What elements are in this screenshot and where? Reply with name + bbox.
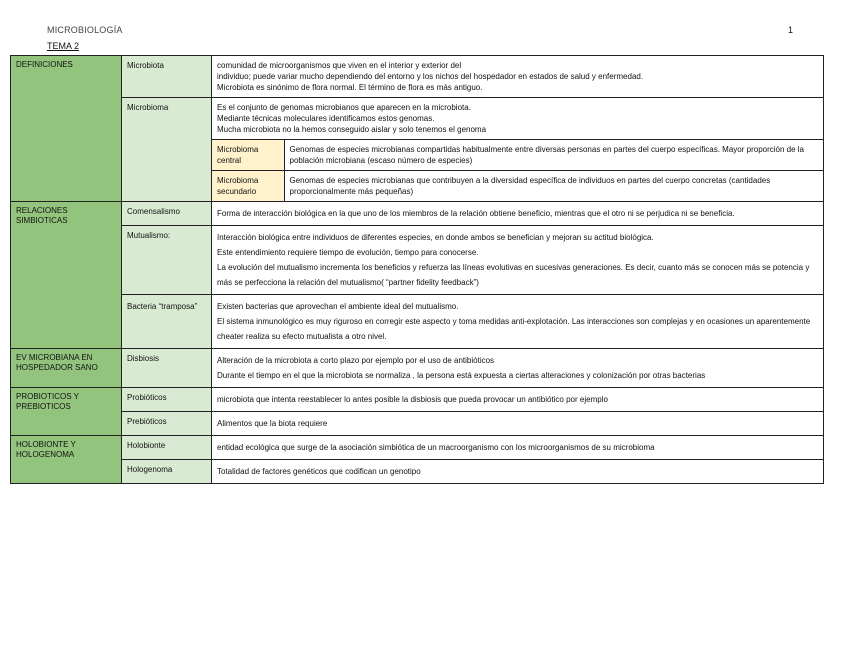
table-row <box>11 226 824 295</box>
table-row <box>11 349 824 388</box>
definition-line: El sistema inmunológico es muy riguroso en corregir este aspecto y toma medidas anti-explotación. Las interacciones son complejas y en ocasiones un aparentemente cheater realiza su efecto mutualista a otro nivel. <box>217 317 811 341</box>
definition-line: Interacción biológica entre individuos de diferentes especies, en donde ambos se benefician y mejoran su actitud biológica. <box>217 233 654 242</box>
table-row <box>212 98 823 140</box>
category-holobionte: HOLOBIONTE Y HOLOGENOMA <box>11 436 122 484</box>
definition-line: individuo; puede variar mucho dependiendo del entorno y los nichos del hospedador en estados de salud y enfermedad. <box>217 72 644 81</box>
definition-prebioticos: Alimentos que la biota requiere <box>212 412 824 436</box>
category-probioticos: PROBIOTICOS Y PREBIOTICOS <box>11 388 122 436</box>
term-microbioma-central: Microbioma central <box>212 140 284 171</box>
category-relaciones: RELACIONES SIMBIOTICAS <box>11 202 122 349</box>
term-disbiosis: Disbiosis <box>122 349 212 388</box>
term-probioticos: Probióticos <box>122 388 212 412</box>
definition-line: Este entendimiento requiere tiempo de evolución, tiempo para conocerse. <box>217 248 479 257</box>
term-mutualismo: Mutualismo: <box>122 226 212 295</box>
microbioma-description <box>212 98 823 140</box>
term-microbioma-secundario: Microbioma secundario <box>212 171 284 202</box>
definition-microbiota <box>212 56 824 98</box>
tema-label: TEMA 2 <box>47 41 80 51</box>
term-prebioticos: Prebióticos <box>122 412 212 436</box>
definition-line: Es el conjunto de genomas microbianos que aparecen en la microbiota. <box>217 103 471 112</box>
category-ev-microbiana: EV MICROBIANA EN HOSPEDADOR SANO <box>11 349 122 388</box>
definition-comensalismo: Forma de interacción biológica en la que uno de los miembros de la relación obtiene beneficio, mientras que el otro ni se perjudica ni se beneficia. <box>212 202 824 226</box>
table-row <box>11 388 824 412</box>
definition-line: comunidad de microorganismos que viven en el interior y exterior del <box>217 61 462 70</box>
definition-line: La evolución del mutualismo incrementa los beneficios y refuerza las líneas evolutivas en sucesivas generaciones. Es decir, cuanto más se conocen más se potencia y más se perfecciona la relación del mutualismo( “partner fidelity feedback”) <box>217 263 810 287</box>
term-hologenoma: Hologenoma <box>122 460 212 484</box>
definition-microbioma-secundario: Genomas de especies microbianas que contribuyen a la diversidad específica de individuos en partes del cuerpo concretas (cantidades proporcionalmente más pequeñas) <box>284 171 823 202</box>
microbioma-subtable <box>212 98 823 201</box>
definition-bacteria-tramposa <box>212 295 824 349</box>
definition-microbioma-central: Genomas de especies microbianas compartidas habitualmente entre diversas personas en partes del cuerpo específicas. Mayor proporción de la población microbiana (escaso número de especies) <box>284 140 823 171</box>
definition-line: Mucha microbiota no la hemos conseguido aislar y solo tenemos el genoma <box>217 125 487 134</box>
summary-table <box>10 55 824 484</box>
definition-probioticos: microbiota que intenta reestablecer lo antes posible la disbiosis que pueda provocar un antibiótico por ejemplo <box>212 388 824 412</box>
table-row <box>11 412 824 436</box>
definition-line: Existen bacterias que aprovechan el ambiente ideal del mutualismo. <box>217 302 459 311</box>
table-row <box>11 436 824 460</box>
subject-title: MICROBIOLOGÍA <box>47 25 123 35</box>
page-number: 1 <box>788 25 794 35</box>
definition-line: Alteración de la microbiota a corto plazo por ejemplo por el uso de antibióticos <box>217 356 495 365</box>
definition-line: Microbiota es sinónimo de flora normal. El término de flora es más antiguo. <box>217 83 483 92</box>
table-row <box>212 140 823 171</box>
table-row <box>11 202 824 226</box>
table-row <box>11 56 824 98</box>
term-microbioma: Microbioma <box>122 98 212 202</box>
definition-holobionte: entidad ecológica que surge de la asociación simbiótica de un macroorganismo con los microorganismos de su microbioma <box>212 436 824 460</box>
term-microbiota: Microbiota <box>122 56 212 98</box>
term-bacteria-tramposa: Bacteria “tramposa” <box>122 295 212 349</box>
definition-line: Mediante técnicas moleculares identificamos estos genomas. <box>217 114 435 123</box>
table-row <box>11 98 824 202</box>
table-row <box>11 460 824 484</box>
term-holobionte: Holobionte <box>122 436 212 460</box>
definition-line: Durante el tiempo en el que la microbiota se normaliza , la persona está expuesta a ciertas alteraciones y colonización por otras bacterias <box>217 371 706 380</box>
definition-microbioma <box>212 98 824 202</box>
definition-disbiosis <box>212 349 824 388</box>
table-row <box>11 295 824 349</box>
definition-hologenoma: Totalidad de factores genéticos que codifican un genotipo <box>212 460 824 484</box>
definition-mutualismo <box>212 226 824 295</box>
table-row <box>212 171 823 202</box>
term-comensalismo: Comensalismo <box>122 202 212 226</box>
category-definiciones: DEFINICIONES <box>11 56 122 202</box>
